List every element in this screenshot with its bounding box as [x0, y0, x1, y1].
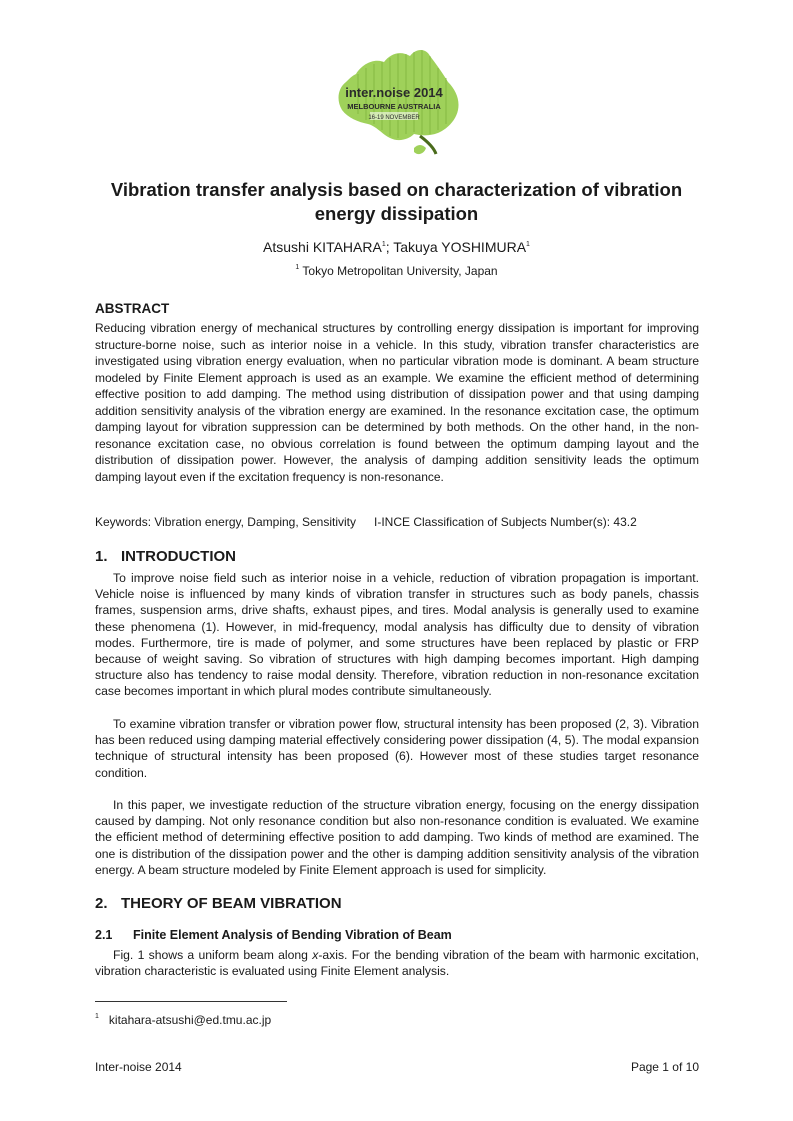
section-title: THEORY OF BEAM VIBRATION	[121, 895, 342, 912]
intro-paragraph-1: To improve noise field such as interior noise in a vehicle, reduction of vibration propagation is important. Vehicle noise is influenced by many kinds of vibration transfer in structures such as body panels, chassis frames, suspension arms, drive shafts, exhaust pipes, and tires. Modal analysis is generally used to examine these phenomena (1). However, in mid-frequency, modal analysis has difficulty due to density of vibration modes. Furthermore, tire is made of polymer, and some structures have been replaced by plastic or FRP because of weight saving. So vibration of structures with high damping becomes important. High damping structure also has tendency to raise modal density. Therefore, vibration reduction in non-resonance excitation case becomes important in which plural modes contribute simultaneously.	[95, 571, 699, 699]
theory-text-end: -axis. For the bending vibration of the beam with harmonic excitation, vibration characteristic is evaluated using Finite Element analysis.	[95, 948, 699, 979]
author-name: Atsushi KITAHARA	[263, 239, 382, 255]
classification: I-INCE Classification of Subjects Number(s): 43.2	[374, 515, 637, 529]
affiliation-text: Tokyo Metropolitan University, Japan	[302, 264, 498, 278]
theory-paragraph	[95, 947, 699, 979]
section-title: INTRODUCTION	[121, 548, 236, 565]
theory-text-start: Fig. 1 shows a uniform beam along	[113, 948, 313, 962]
keywords-line	[95, 515, 699, 529]
intro-paragraph-3: In this paper, we investigate reduction of the structure vibration energy, focusing on the energy dissipation caused by damping. Not only resonance condition but also non-resonance condition is evaluated. We examine the efficient method of determining effective position to add damping. Two kinds of method are examined. The one is distribution of the dissipation power and the other is damping addition sensitivity analysis of the vibration energy. A beam structure modeled by Finite Element approach is used for simplicity.	[95, 798, 699, 877]
variable-x: x	[312, 948, 319, 962]
section-heading-theory	[95, 895, 342, 912]
subsection-title: Finite Element Analysis of Bending Vibration of Beam	[133, 928, 452, 942]
author-name: Takuya YOSHIMURA	[393, 239, 527, 255]
author-separator: ;	[385, 239, 394, 255]
intro-paragraph-2: To examine vibration transfer or vibration power flow, structural intensity has been proposed (2, 3). Vibration has been reduced using damping material effectively considering power dissipation (4, 5). The modal expansion technique of structural intensity has been proposed (6). However most of these studies target resonance condition.	[95, 717, 699, 780]
section-number: 2.	[95, 895, 108, 912]
conference-logo	[318, 44, 468, 162]
logo-title: inter.noise 2014	[345, 85, 443, 100]
paper-title: Vibration transfer analysis based on characterization of vibration energy dissipation	[110, 179, 683, 224]
footnote	[95, 1013, 271, 1027]
abstract-text: Reducing vibration energy of mechanical structures by controlling energy dissipation is important for improving structure-borne noise, such as interior noise in a vehicle. In this study, vibration transfer characteristics are investigated using vibration energy evaluation, when no particular vibration mode is dominant. A beam structure modeled by Finite Element approach is used as an example. We examine the efficient method of determining effective position to add damping. The method using distribution of dissipation power and that using damping addition sensitivity analysis of the vibration energy are examined. In the resonance excitation case, the optimum damping layout for vibration suppression can be determined by both methods. On the other hand, in the non-resonance excitation case, no obvious correlation is found between the optimum damping layout and the distribution of dissipation power. However, the analysis of damping addition sensitivity leads the optimum damping layout even if the excitation frequency is non-resonance.	[95, 321, 699, 484]
keywords: Keywords: Vibration energy, Damping, Sensitivity	[95, 515, 357, 529]
section-heading-introduction	[95, 548, 236, 565]
logo-location: MELBOURNE AUSTRALIA	[347, 102, 441, 111]
abstract-heading: ABSTRACT	[95, 301, 170, 316]
footer-page-number: Page 1 of 10	[630, 1060, 699, 1074]
section-number: 1.	[95, 548, 108, 565]
logo-dates: 16-19 NOVEMBER	[368, 115, 420, 121]
australia-map-icon	[318, 44, 468, 162]
footer-conference: Inter-noise 2014	[95, 1060, 182, 1074]
subsection-heading	[95, 928, 452, 942]
subsection-number: 2.1	[95, 928, 113, 942]
footnote-divider	[95, 1001, 287, 1002]
author-mark: 1	[526, 241, 530, 248]
affiliation-mark: 1	[295, 264, 300, 271]
footnote-email[interactable]: kitahara-atsushi@ed.tmu.ac.jp	[108, 1013, 272, 1027]
footnote-mark: 1	[95, 1013, 99, 1020]
affiliation	[90, 264, 703, 278]
author-list	[90, 239, 703, 255]
author-mark: 1	[381, 241, 386, 248]
